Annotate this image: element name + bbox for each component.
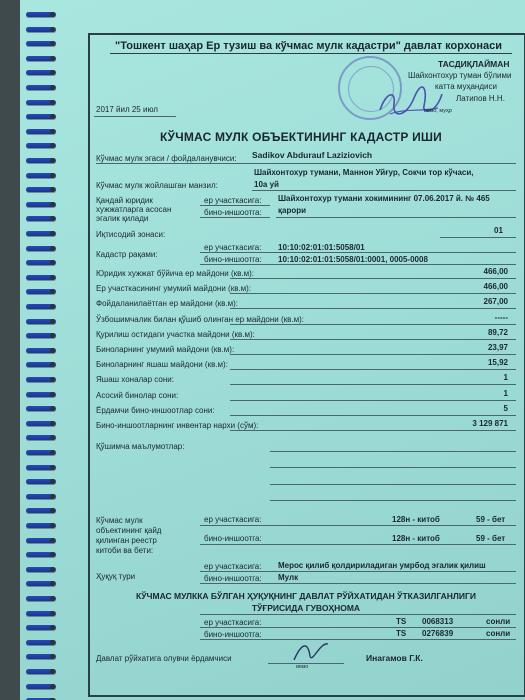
- registry-label3: қилинган реестр: [96, 536, 157, 545]
- spiral-hole: [50, 421, 55, 426]
- cadastre-sub1: ер участкасига:: [204, 243, 262, 252]
- spiral-hole: [50, 669, 55, 674]
- area-row-value: 15,92: [487, 358, 508, 368]
- registrar-signature: [288, 638, 332, 664]
- registry-book1: 128н - китоб: [392, 515, 440, 524]
- cadastre-value2: 10:10:02:01:01:5058/01:0001, 0005-0008: [278, 255, 428, 264]
- area-row-label: Қурилиш остидаги участка майдони (кв.м):: [96, 329, 255, 339]
- spiral-hole: [50, 304, 55, 309]
- registrar-name: Инагамов Г.К.: [366, 653, 423, 663]
- registry-page2: 59 - бет: [476, 534, 506, 543]
- spiral-hole: [50, 523, 55, 528]
- area-row-label: Биноларнинг умумий майдони (кв.м):: [96, 345, 235, 354]
- area-row-value: 1: [503, 373, 508, 383]
- area-row-label: Бино-иншоотларнинг инвентар нархи (сўм):: [96, 421, 259, 430]
- document-title: КЎЧМАС МУЛК ОБЪЕКТИНИНГ КАДАСТР ИШИ: [160, 130, 442, 144]
- right-type-value1: Мерос қилиб қолдириладиган умрбод эгалик қилиш: [278, 561, 486, 570]
- org-title: "Тошкент шаҳар Ер тузиш ва кўчмас мулк кадастри" давлат корхонаси: [115, 40, 503, 52]
- right-type-underline2: [200, 583, 516, 584]
- certificate-number1: 0068313: [422, 617, 454, 626]
- extra-info-line4: [270, 500, 516, 501]
- registry-page1: 59 - бет: [476, 515, 506, 524]
- legal-basis-label1: Қандай юридик: [96, 196, 153, 205]
- spiral-hole: [50, 27, 55, 32]
- spiral-hole: [50, 348, 55, 353]
- area-row-label: Ўзбошимчалик билан қўшиб олинган ер майдони (кв.м):: [96, 314, 305, 324]
- area-row-underline: [230, 415, 516, 416]
- registry-book2: 128н - китоб: [392, 534, 440, 543]
- owner-underline: [96, 163, 516, 164]
- certificate-sub2: бино-иншоотга:: [204, 630, 262, 639]
- area-row-underline: [230, 339, 516, 340]
- area-row-underline: [230, 369, 516, 370]
- area-row-value: -----: [494, 312, 508, 322]
- area-row-underline: [230, 308, 516, 309]
- spiral-hole: [50, 202, 55, 207]
- spiral-hole: [50, 85, 55, 90]
- certificate-title1: КЎЧМАС МУЛККА БЎЛГАН ҲУҚУҚНИНГ ДАВЛАТ РЎЙХАТИДАН ЎТКАЗИЛГАНЛИГИ: [136, 591, 476, 601]
- legal-basis-underline: [276, 217, 516, 218]
- extra-info-line2: [270, 467, 516, 468]
- spiral-hole: [50, 129, 55, 134]
- area-row-value: 466,00: [483, 282, 508, 292]
- area-row-underline: [230, 324, 516, 325]
- cadastre-underline2: [200, 264, 516, 265]
- address-line1: Шайхонтохур тумани, Маннон Уйғур, Сокчи тор кўчаси,: [254, 168, 474, 177]
- spiral-hole: [50, 684, 55, 689]
- area-row-value: 23,97: [487, 343, 508, 352]
- area-row-label: Асосий бинолар сони:: [96, 390, 179, 400]
- certificate-series1: TS: [396, 617, 407, 626]
- spiral-hole: [50, 158, 55, 163]
- registry-label4: китоби ва бети:: [96, 546, 154, 555]
- spiral-hole: [50, 173, 55, 178]
- area-row-underline: [230, 278, 516, 279]
- approver-line1: Шайхонтохур туман бўлими: [408, 71, 512, 80]
- spiral-hole: [50, 12, 55, 17]
- area-row-underline: [230, 384, 516, 385]
- extra-info-label: Қўшимча маълумотлар:: [96, 442, 185, 451]
- cadastre-value1: 10:10:02:01:01:5058/01: [278, 243, 365, 252]
- spiral-hole: [50, 465, 55, 470]
- area-row-underline: [230, 354, 516, 355]
- registrar-sign-caption: имзо: [296, 664, 309, 670]
- area-row-underline: [230, 430, 516, 431]
- approver-name: Латипов Н.Н.: [456, 94, 505, 103]
- area-row-label: Биноларнинг яшаш майдони (кв.м):: [96, 360, 228, 370]
- area-row-value: 5: [503, 403, 508, 413]
- extra-info-line1: [270, 451, 516, 452]
- address-underline: [252, 190, 516, 191]
- area-row-label: Ёрдамчи бино-иншоотлар сони:: [96, 405, 215, 415]
- spiral-hole: [50, 56, 55, 61]
- spiral-hole: [50, 377, 55, 382]
- area-row-value: 1: [503, 388, 508, 398]
- spiral-hole: [50, 567, 55, 572]
- spiral-hole: [50, 640, 55, 645]
- spiral-hole: [50, 100, 55, 105]
- org-title-underline: [110, 53, 512, 54]
- certificate-suffix1: сонли: [486, 617, 511, 626]
- certificate-number2: 0276839: [422, 629, 454, 638]
- certificate-title2: ТЎҒРИСИДА ГУВОҲНОМА: [251, 603, 361, 613]
- owner-label: Кўчмас мулк эгаси / фойдаланувчиси:: [96, 154, 237, 163]
- registry-sub2: бино-иншоотга:: [204, 534, 262, 543]
- spiral-hole: [50, 494, 55, 499]
- certificate-series2: TS: [396, 629, 407, 638]
- address-label: Кўчмас мулк жойлашган манзил:: [96, 181, 218, 190]
- spiral-hole: [50, 596, 55, 601]
- spiral-hole: [50, 611, 55, 616]
- owner-value: Sadikov Abdurauf Laziziovich: [252, 150, 373, 160]
- legal-basis-sub2-underline: [200, 217, 270, 218]
- right-type-sub1: ер участкасига:: [204, 562, 262, 571]
- registry-sub1: ер участкасига:: [204, 515, 262, 524]
- area-row-underline: [230, 293, 516, 294]
- cadastre-sub2: бино-иншоотга:: [204, 255, 262, 264]
- right-type-sub2: бино-иншоотга:: [204, 574, 262, 583]
- area-row-label: Фойдаланилаётган ер майдони (кв.м):: [96, 299, 238, 309]
- spiral-hole: [50, 538, 55, 543]
- legal-basis-sub1-underline: [200, 205, 270, 206]
- registry-label2: объектининг қайд: [96, 526, 162, 535]
- area-row-label: Яшаш хоналар сони:: [96, 375, 174, 385]
- right-type-label: Ҳуқуқ тури: [96, 572, 136, 581]
- legal-basis-value1: Шайхонтохур тумани хокимининг 07.06.2017 й. № 465: [278, 194, 490, 203]
- registry-label1: Кўчмас мулк: [96, 516, 143, 525]
- certificate-sub1: ер участкасига:: [204, 618, 262, 627]
- certificate-top-line: [200, 614, 516, 615]
- economic-zone-value: 01: [494, 226, 503, 235]
- area-row-value: 89,72: [487, 327, 508, 337]
- economic-zone-label: Иқтисодий зонаси:: [96, 230, 166, 239]
- area-row-value: 3 129 871: [472, 419, 508, 428]
- spiral-binding: [20, 0, 64, 700]
- cadastre-label: Кадастр рақами:: [96, 250, 158, 259]
- spiral-hole: [50, 319, 55, 324]
- certificate-underline1: [200, 627, 516, 628]
- area-row-value: 267,00: [483, 297, 508, 307]
- right-type-underline1: [200, 571, 516, 572]
- legal-basis-sub1: ер участкасига:: [204, 196, 262, 205]
- legal-basis-value2: қарори: [278, 206, 307, 215]
- economic-zone-underline: [440, 237, 516, 238]
- approved-label: ТАСДИҚЛАЙМАН: [438, 59, 510, 69]
- area-row-value: 466,00: [483, 267, 508, 276]
- legal-basis-label3: эгалик қилади: [96, 214, 149, 223]
- document-date: 2017 йил 25 июл: [96, 105, 158, 114]
- legal-basis-label2: хужжатларга асосан: [96, 205, 172, 214]
- certificate-suffix2: сонли: [486, 629, 511, 638]
- date-underline: [94, 116, 176, 117]
- certificate-underline2: [200, 639, 516, 640]
- legal-basis-sub2: бино-иншоотга:: [204, 208, 262, 217]
- registry-underline1: [200, 525, 516, 526]
- registrar-label: Давлат рўйхатига олувчи ёрдамчиси: [96, 654, 232, 663]
- seal-caption: имзо, муҳр: [424, 108, 452, 114]
- spiral-hole: [50, 275, 55, 280]
- document-sheet: [20, 0, 525, 700]
- cadastre-underline1: [200, 252, 516, 253]
- spiral-hole: [50, 231, 55, 236]
- approver-line2: катта муҳандиси: [435, 82, 497, 91]
- spiral-hole: [50, 392, 55, 397]
- address-line2: 10а уй: [254, 180, 279, 189]
- right-type-value2: Мулк: [278, 573, 299, 582]
- area-row-label: Юридик хужжат бўйича ер майдони (кв.м):: [96, 269, 254, 278]
- area-row-underline: [230, 400, 516, 401]
- registry-underline2: [200, 544, 516, 545]
- area-row-label: Ер участкасининг умумий майдони (кв.м):: [96, 284, 252, 294]
- spiral-hole: [50, 246, 55, 251]
- extra-info-line3: [270, 484, 516, 485]
- spiral-hole: [50, 450, 55, 455]
